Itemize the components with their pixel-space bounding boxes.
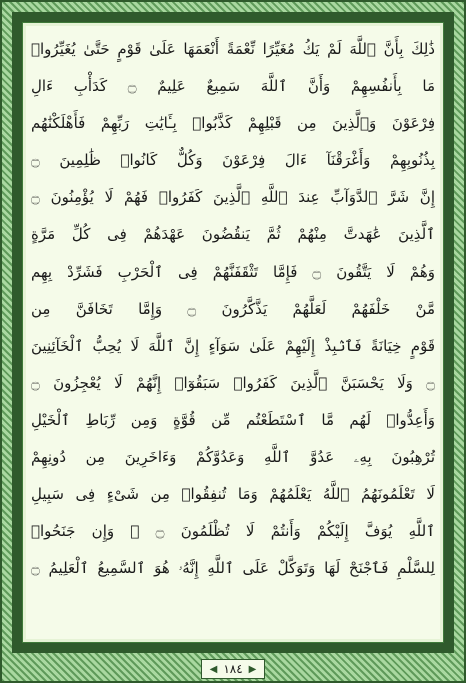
verse-lines — [23, 31, 443, 636]
verse-line: بِذُنُوبِهِمْ وَأَغْرَقْنَآ ءَالَ فِرْعَوْنَ وَكُلٌّ كَانُوا۟ ظَٰلِمِينَ ۝ — [31, 151, 435, 170]
verse-line: قَوْمٍ خِيَانَةً فَٱنۢبِذْ إِلَيْهِمْ عَلَىٰ سَوَآءٍ إِنَّ ٱللَّهَ لَا يُحِبُّ ٱلْخَآئِنِينَ — [31, 336, 435, 355]
verse-line: ذَٰلِكَ بِأَنَّ ٱللَّهَ لَمْ يَكُ مُغَيِّرًا نِّعْمَةً أَنْعَمَهَا عَلَىٰ قَوْمٍ حَتَّىٰ يُغَيِّرُوا۟ — [31, 40, 435, 58]
mushaf-page — [22, 22, 444, 643]
verse-line: ۝ وَلَا يَحْسَبَنَّ ٱلَّذِينَ كَفَرُوا۟ سَبَقُوٓا۟ إِنَّهُمْ لَا يُعْجِزُونَ ۝ — [31, 373, 435, 392]
verse-line: مَّنْ خَلْفَهُمْ لَعَلَّهُمْ يَذَّكَّرُونَ ۝ وَإِمَّا تَخَافَنَّ مِن — [31, 299, 435, 318]
verse-line: لِلسَّلْمِ فَٱجْنَحْ لَهَا وَتَوَكَّلْ عَلَى ٱللَّهِ إِنَّهُۥ هُوَ ٱلسَّمِيعُ ٱلْعَلِيمُ ۝ — [31, 559, 435, 578]
previous-page-arrow-icon[interactable]: ▶ — [248, 663, 257, 675]
page-number: ١٨٤ — [223, 662, 243, 676]
page-footer — [0, 659, 466, 679]
verse-line: لَا تَعْلَمُونَهُمُ ٱللَّهُ يَعْلَمُهُمْ وَمَا تُنفِقُوا۟ مِن شَىْءٍ فِى سَبِيلِ — [31, 485, 435, 504]
next-page-arrow-icon[interactable]: ◀ — [209, 663, 218, 675]
verse-line: ٱللَّهِ يُوَفَّ إِلَيْكُمْ وَأَنتُمْ لَا تُظْلَمُونَ ۝ ۞ وَإِن جَنَحُوا۟ — [31, 522, 435, 541]
page-number-box — [201, 659, 266, 679]
verse-line: وَهُمْ لَا يَتَّقُونَ ۝ فَإِمَّا تَثْقَفَنَّهُمْ فِى ٱلْحَرْبِ فَشَرِّدْ بِهِم — [31, 262, 435, 281]
verse-line: مَا بِأَنفُسِهِمْ وَأَنَّ ٱللَّهَ سَمِيعٌ عَلِيمٌ ۝ كَدَأْبِ ءَالِ — [31, 77, 435, 96]
verse-line: فِرْعَوْنَ وَٱلَّذِينَ مِن قَبْلِهِمْ كَذَّبُوا۟ بِـَٔايَٰتِ رَبِّهِمْ فَأَهْلَكْنَٰهُم — [31, 114, 435, 133]
verse-line: تُرْهِبُونَ بِهِۦ عَدُوَّ ٱللَّهِ وَعَدُوَّكُمْ وَءَاخَرِينَ مِن دُونِهِمْ — [31, 448, 435, 467]
verse-line: وَأَعِدُّوا۟ لَهُم مَّا ٱسْتَطَعْتُم مِّن قُوَّةٍ وَمِن رِّبَاطِ ٱلْخَيْلِ — [31, 410, 435, 429]
verse-line: ٱلَّذِينَ عَٰهَدتَّ مِنْهُمْ ثُمَّ يَنقُضُونَ عَهْدَهُمْ فِى كُلِّ مَرَّةٍ — [31, 225, 435, 244]
verse-line: إِنَّ شَرَّ ٱلدَّوَآبِّ عِندَ ٱللَّهِ ٱلَّذِينَ كَفَرُوا۟ فَهُمْ لَا يُؤْمِنُونَ ۝ — [31, 188, 435, 207]
